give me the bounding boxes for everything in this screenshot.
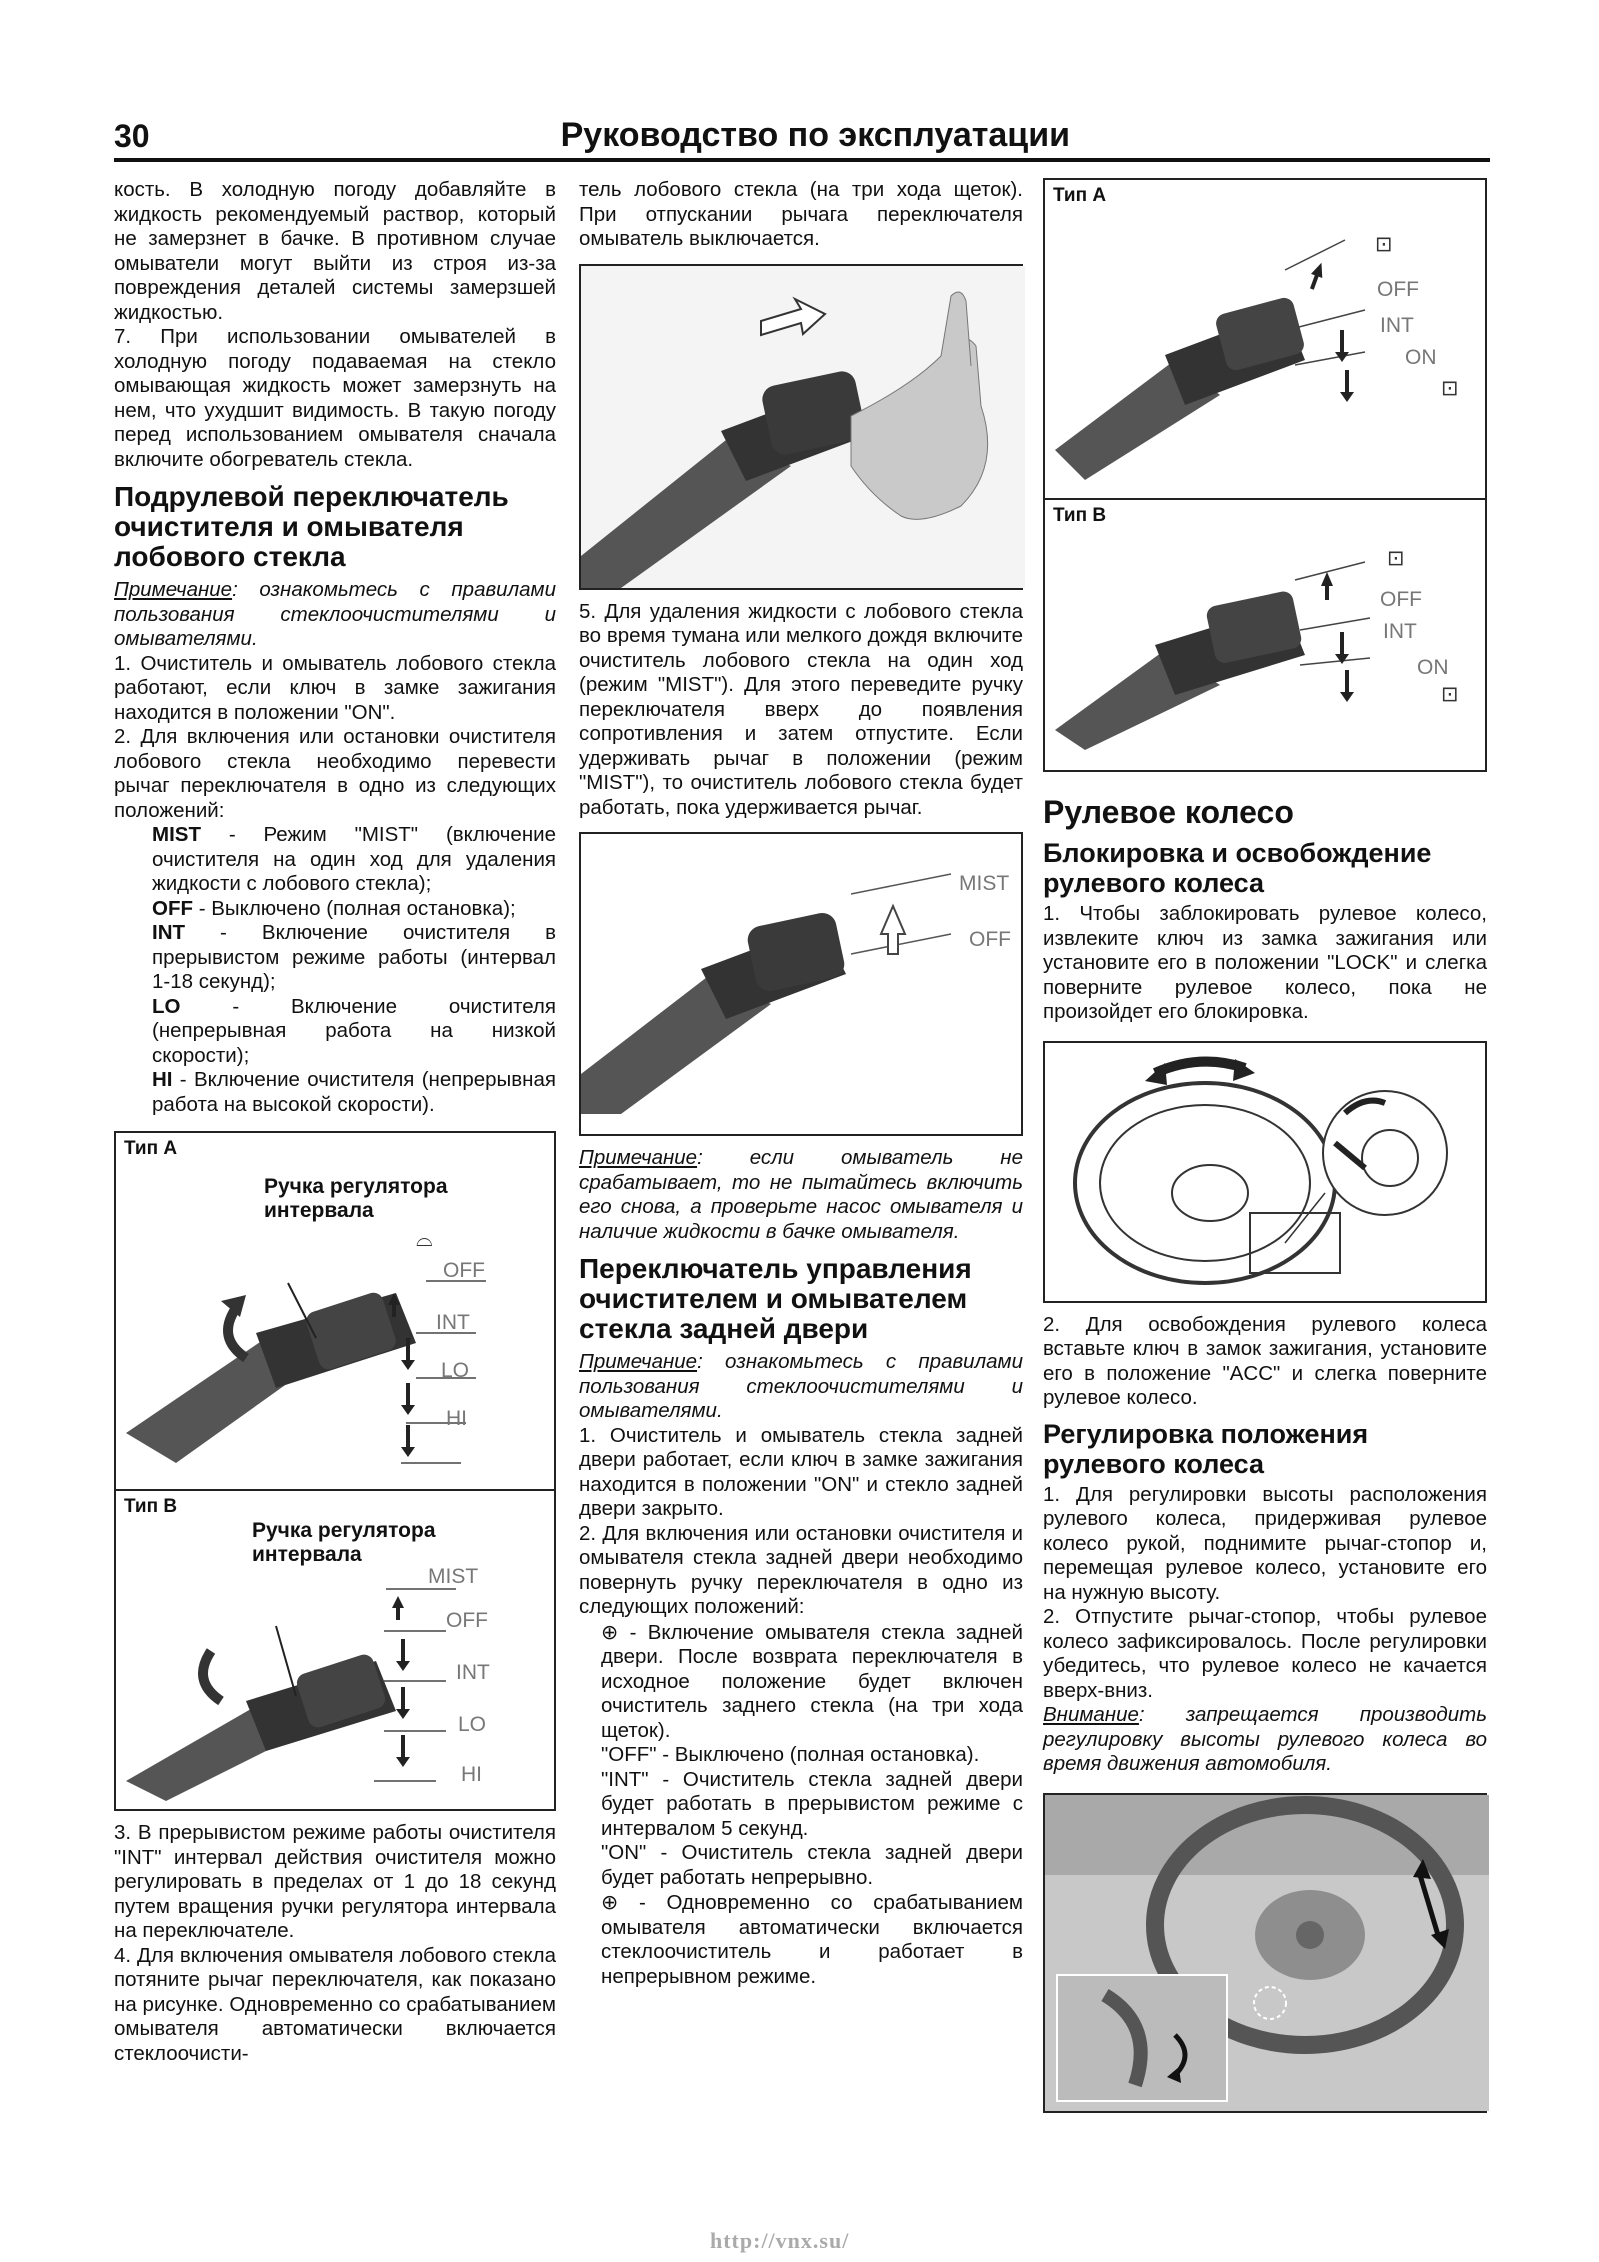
figure-label: Тип А [1053,185,1107,206]
rear-wiper-switch-type-a-figure [1043,178,1487,500]
position-int: INT [1383,620,1417,643]
position-int: INT [1380,314,1414,337]
mode-item [152,823,556,897]
mode-key: OFF [152,896,193,920]
rear-wiper-lever-illustration [1045,180,1489,498]
figure-label: Тип В [124,1496,178,1517]
note-label: Примечание [579,1146,698,1169]
paragraph: 1. Для регулировки высоты расположения рулевого колеса, придерживая рулевое колесо рукой, поднимите рычаг-стопор и, перемещая рулевое колесо, установите его на нужную высоту. [1043,1482,1487,1604]
list-item: "OFF" - Выключено (полная остановка). [601,1743,980,1766]
rear-wash-icon: ⊡ [1441,376,1459,400]
position-hi: HI [446,1407,467,1430]
position-off: OFF [443,1259,485,1282]
page-header [114,112,1490,162]
wiper-switch-type-a-figure [114,1131,556,1491]
rear-wash-icon: ⊡ [1441,682,1459,706]
rear-wiper-lever-illustration [1045,500,1489,770]
paragraph: 2. Для включения или остановки очистителя лобового стекла необходимо перевести рычаг переключателя в одно из следующих положений: [114,725,556,822]
list-item-text: - Одновременно со срабатыванием омывателя автоматически включается стеклоочиститель и работает в непрерывном режиме. [601,1891,1023,1988]
subsection-heading: Блокировка и освобождение рулевого колеса [1043,838,1432,898]
paragraph: 4. Для включения омывателя лобового стекла потяните рычаг переключателя, как показано на рисунке. Одновременно со срабатыванием омывателя автоматически включается стеклоочисти- [114,1943,556,2065]
mode-text: - Выключено (полная остановка); [193,896,516,920]
mode-text: - Включение очистителя (непрерывная работа на низкой скорости); [152,994,556,1067]
mode-text: - Включение очистителя (непрерывная работа на высокой скорости). [152,1068,556,1116]
paragraph: 5. Для удаления жидкости с лобового стекла во время тумана или мелкого дождя включите очиститель лобового стекла на один ход (режим "MIST"). Для этого переведите ручку переключателя вверх до появления сопротивления и затем отпустите. Если удерживать рычаг в положении (режим "MIST"), то очиститель лобового стекла будет работать, пока удерживается рычаг. [579,599,1023,819]
section-heading: Подрулевой переключатель очистителя и омывателя лобового стекла [114,481,509,572]
paragraph: 2. Для включения или остановки очистителя и омывателя стекла задней двери необходимо повернуть ручку переключателя в одно из следующих положений: [579,1521,1023,1618]
wiper-switch-type-b-figure [114,1489,556,1811]
position-off: OFF [446,1609,488,1632]
mode-item [152,921,556,995]
rear-wiper-switch-type-b-figure [1043,498,1487,772]
wiper-lever-illustration [116,1133,558,1489]
mode-key: MIST [152,823,201,846]
column-1 [114,178,556,2066]
figure-label: Тип В [1053,505,1107,526]
position-lo: LO [458,1713,487,1736]
position-mist: MIST [959,872,1010,895]
warning-text: : запрещается производить регулировку высоты рулевого колеса во время движения автомобиля. [1043,1703,1487,1775]
note-text: : если омыватель не срабатывает, то не пытайтесь включить его снова, а проверьте насос омывателя и наличие жидкости в бачке омывателя. [579,1146,1023,1243]
washer-pull-figure [579,264,1023,590]
position-off: OFF [969,928,1011,951]
watermark: http://vnx.su/ [710,2228,850,2253]
paragraph: 1. Чтобы заблокировать рулевое колесо, извлеките ключ из замка зажигания или установите его в положении "LOCK" и слегка поверните рулевое колесо, пока не произойдет его блокировка. [1043,902,1487,1023]
subsection-heading: Регулировка положения рулевого колеса [1043,1418,1369,1479]
steering-lock-figure [1043,1041,1487,1303]
list-item-text: - Включение омывателя стекла задней двери. После возврата переключателя в исходное положение будет включен очиститель заднего стекла (на три хода щеток). [601,1620,1023,1742]
hand-pulling-lever-illustration [581,266,1025,588]
rear-wash-icon: ⊕ [601,1619,619,1644]
mode-key: INT [152,921,186,944]
column-3 [1043,178,1487,2123]
mode-item [152,897,556,922]
position-off: OFF [1380,588,1422,611]
front-wash-icon: ⌓ [416,1227,433,1251]
list-item: "ON" - Очиститель стекла задней двери будет работать непрерывно. [601,1841,1023,1889]
section-heading: Переключатель управления очистителем и омывателем стекла задней двери [579,1253,972,1344]
position-lo: LO [441,1359,470,1382]
mode-key: HI [152,1068,173,1091]
position-on: ON [1405,346,1437,369]
list-item [601,1620,1023,1744]
note-label: Примечание [579,1350,698,1373]
mode-key: LO [152,994,181,1018]
steering-wheel-illustration [1045,1043,1489,1301]
note-label: Примечание [114,578,233,601]
note [579,1146,1023,1244]
figure-label: Тип А [124,1138,178,1159]
wiper-lever-illustration [116,1491,558,1809]
position-on: ON [1417,656,1449,679]
note-text: : ознакомьтесь с правилами пользования стеклоочистителями и омывателями. [579,1350,1023,1422]
page-number: 30 [114,118,150,154]
list-item: "INT" - Очиститель стекла задней двери будет работать в прерывистом режиме с интервалом 5 секунд. [601,1767,1023,1840]
position-int: INT [436,1311,470,1334]
mode-text: - Включение очистителя в прерывистом режиме работы (интервал 1-18 секунд); [152,921,556,993]
paragraph: кость. В холодную погоду добавляйте в жидкость рекомендуемый раствор, который не замерзнет в бачке. В противном случае омыватели могут выйти из строя из-за повреждения деталей системы замерзшей жидкостью. [114,178,556,324]
list-item [601,1890,1023,1989]
warning-label: Внимание [1043,1703,1139,1726]
book-title: Руководство по эксплуатации [560,116,1070,154]
position-hi: HI [461,1763,482,1786]
paragraph: 3. В прерывистом режиме работы очистителя "INT" интервал действия очистителя можно регулировать в пределах от 1 до 18 секунд путем вращения ручки регулятора интервала на переключателе. [114,1821,556,1942]
figure-caption: Ручка регулятора интервала [264,1175,448,1222]
mode-text: - Режим "MIST" (включение очистителя на один ход для удаления жидкости с лобового стекла); [152,823,556,895]
position-mist: MIST [428,1565,479,1588]
note [579,1350,1023,1424]
paragraph: 2. Для освобождения рулевого колеса вставьте ключ в замок зажигания, установите его в положение "ACC" и слегка поверните рулевое колесо. [1043,1312,1487,1409]
position-int: INT [456,1661,490,1684]
figure-caption: Ручка регулятора интервала [252,1519,436,1566]
mode-item [152,1068,556,1117]
section-heading: Рулевое колесо [1043,794,1294,830]
note-text: : ознакомьтесь с правилами пользования стеклоочистителями и омывателями. [114,578,556,650]
paragraph: 7. При использовании омывателей в холодную погоду подаваемая на стекло омывающая жидкость может замерзнуть на нем, что ухудшит видимость. В такую погоду перед использованием омывателя сначала включите обогреватель стекла. [114,325,556,471]
warning [1043,1703,1487,1777]
rear-wash-icon: ⊡ [1375,232,1393,256]
paragraph: 1. Очиститель и омыватель стекла задней двери работает, если ключ в замке зажигания находится в положении "ON" и стекло задней двери закрыто. [579,1423,1023,1520]
paragraph: 1. Очиститель и омыватель лобового стекла работают, если ключ в замке зажигания находится в положении "ON". [114,651,556,724]
paragraph: тель лобового стекла (на три хода щеток). При отпускании рычага переключателя омыватель выключается. [579,178,1023,250]
mode-item [152,995,556,1069]
paragraph: 2. Отпустите рычаг-стопор, чтобы рулевое колесо зафиксировалось. После регулировки убедитесь, что рулевое колесо не качается вверх-вниз. [1043,1605,1487,1702]
steering-tilt-photo [1043,1793,1487,2113]
note [114,578,556,652]
rear-wash-icon: ⊕ [601,1890,619,1914]
mist-switch-figure [579,832,1023,1136]
column-2 [579,178,1023,1989]
rear-wash-icon: ⊡ [1387,546,1405,570]
position-off: OFF [1377,278,1419,301]
steering-column-photo-illustration [1045,1795,1489,2111]
